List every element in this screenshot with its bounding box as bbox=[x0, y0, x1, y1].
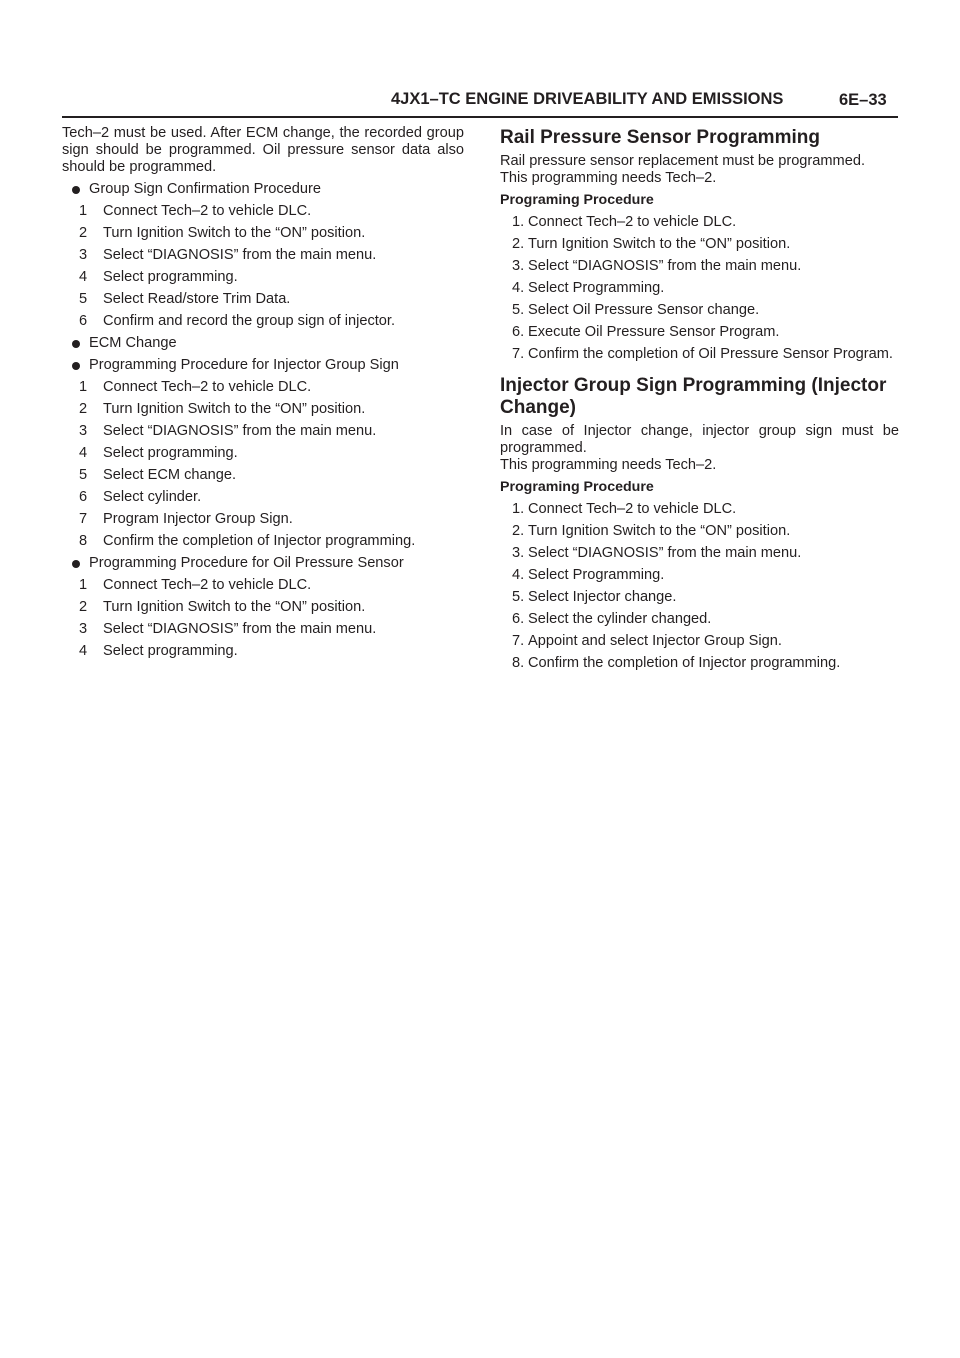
page-number: 6E–33 bbox=[839, 91, 887, 109]
step-text: Confirm the completion of Injector programming. bbox=[103, 533, 416, 549]
bullet-group-sign bbox=[62, 181, 464, 198]
header-rule bbox=[62, 116, 898, 118]
injector-steps bbox=[500, 501, 899, 672]
bullet-label: Programming Procedure for Injector Group Sign bbox=[89, 357, 399, 373]
step-text: Connect Tech–2 to vehicle DLC. bbox=[528, 501, 737, 517]
injector-intro: In case of Injector change, injector group sign must be programmed. bbox=[500, 423, 899, 456]
step-number: 2. bbox=[512, 523, 525, 539]
intro-paragraph: Tech–2 must be used. After ECM change, the recorded group sign should be programmed. Oil pressure sensor data also should be programmed. bbox=[62, 125, 464, 175]
step-text: Turn Ignition Switch to the “ON” position. bbox=[103, 599, 366, 615]
step-text: Select cylinder. bbox=[103, 489, 202, 505]
list-item bbox=[500, 633, 899, 650]
step-text: Connect Tech–2 to vehicle DLC. bbox=[103, 203, 312, 219]
step-text: Select “DIAGNOSIS” from the main menu. bbox=[528, 258, 802, 274]
list-item bbox=[500, 346, 899, 363]
step-number: 1 bbox=[79, 203, 88, 219]
step-text: Connect Tech–2 to vehicle DLC. bbox=[103, 577, 312, 593]
step-number: 1. bbox=[512, 214, 525, 230]
step-number: 5. bbox=[512, 302, 525, 318]
step-number: 6 bbox=[79, 313, 88, 329]
list-item bbox=[62, 247, 464, 264]
step-number: 2. bbox=[512, 236, 525, 252]
step-text: Select Programming. bbox=[528, 280, 665, 296]
step-text: Turn Ignition Switch to the “ON” position. bbox=[528, 236, 791, 252]
rail-steps bbox=[500, 214, 899, 363]
step-number: 1. bbox=[512, 501, 525, 517]
list-item bbox=[500, 324, 899, 341]
list-item bbox=[62, 643, 464, 660]
list-item bbox=[62, 533, 464, 550]
step-number: 1 bbox=[79, 379, 88, 395]
list-item bbox=[500, 501, 899, 518]
list-item bbox=[62, 445, 464, 462]
step-number: 4. bbox=[512, 280, 525, 296]
step-number: 1 bbox=[79, 577, 88, 593]
step-number: 5. bbox=[512, 589, 525, 605]
step-number: 2 bbox=[79, 599, 88, 615]
step-text: Select “DIAGNOSIS” from the main menu. bbox=[103, 247, 377, 263]
injector-section-heading: Injector Group Sign Programming (Injector Change) bbox=[500, 375, 887, 418]
rail-intro-2: This programming needs Tech–2. bbox=[500, 170, 717, 186]
step-text: Execute Oil Pressure Sensor Program. bbox=[528, 324, 780, 340]
list-item bbox=[500, 523, 899, 540]
list-item bbox=[500, 214, 899, 231]
bullet-oil-pressure bbox=[62, 555, 464, 572]
step-text: Select “DIAGNOSIS” from the main menu. bbox=[528, 545, 802, 561]
step-text: Select programming. bbox=[103, 643, 238, 659]
list-item bbox=[500, 302, 899, 319]
injector-intro-2: This programming needs Tech–2. bbox=[500, 457, 717, 473]
list-item bbox=[62, 467, 464, 484]
step-number: 2 bbox=[79, 401, 88, 417]
list-item bbox=[62, 269, 464, 286]
step-number: 6 bbox=[79, 489, 88, 505]
step-text: Confirm the completion of Oil Pressure Sensor Program. bbox=[528, 346, 893, 362]
step-number: 4 bbox=[79, 445, 88, 461]
step-text: Select Oil Pressure Sensor change. bbox=[528, 302, 760, 318]
bullet-icon bbox=[72, 560, 80, 568]
group-sign-steps bbox=[62, 203, 464, 330]
bullet-label: ECM Change bbox=[89, 335, 177, 351]
step-text: Select programming. bbox=[103, 445, 238, 461]
step-text: Turn Ignition Switch to the “ON” position. bbox=[103, 225, 366, 241]
list-item bbox=[62, 423, 464, 440]
rail-procedure-label: Programing Procedure bbox=[500, 192, 654, 208]
step-text: Program Injector Group Sign. bbox=[103, 511, 293, 527]
step-number: 4 bbox=[79, 269, 88, 285]
list-item bbox=[500, 655, 899, 672]
step-number: 4. bbox=[512, 567, 525, 583]
step-number: 3 bbox=[79, 247, 88, 263]
step-number: 4 bbox=[79, 643, 88, 659]
bullet-label: Programming Procedure for Oil Pressure Sensor bbox=[89, 555, 404, 571]
list-item bbox=[62, 489, 464, 506]
list-item bbox=[500, 280, 899, 297]
bullet-icon bbox=[72, 340, 80, 348]
bullet-ecm-change bbox=[62, 335, 464, 352]
step-text: Confirm and record the group sign of injector. bbox=[103, 313, 396, 329]
step-text: Connect Tech–2 to vehicle DLC. bbox=[528, 214, 737, 230]
step-number: 6. bbox=[512, 611, 525, 627]
list-item bbox=[500, 236, 899, 253]
step-text: Select Programming. bbox=[528, 567, 665, 583]
bullet-icon bbox=[72, 362, 80, 370]
list-item bbox=[62, 511, 464, 528]
list-item bbox=[500, 258, 899, 275]
step-number: 3 bbox=[79, 423, 88, 439]
list-item bbox=[62, 225, 464, 242]
list-item bbox=[62, 401, 464, 418]
step-number: 3. bbox=[512, 545, 525, 561]
list-item bbox=[500, 611, 899, 628]
step-text: Select ECM change. bbox=[103, 467, 237, 483]
list-item bbox=[62, 599, 464, 616]
step-text: Confirm the completion of Injector programming. bbox=[528, 655, 841, 671]
list-item bbox=[500, 545, 899, 562]
list-item bbox=[500, 589, 899, 606]
step-number: 7. bbox=[512, 633, 525, 649]
step-text: Connect Tech–2 to vehicle DLC. bbox=[103, 379, 312, 395]
step-number: 5 bbox=[79, 291, 88, 307]
step-text: Appoint and select Injector Group Sign. bbox=[528, 633, 782, 649]
left-column bbox=[62, 125, 464, 660]
step-number: 3. bbox=[512, 258, 525, 274]
list-item bbox=[62, 577, 464, 594]
bullet-icon bbox=[72, 186, 80, 194]
step-number: 8. bbox=[512, 655, 525, 671]
step-text: Select “DIAGNOSIS” from the main menu. bbox=[103, 423, 377, 439]
rail-intro: Rail pressure sensor replacement must be programmed. bbox=[500, 153, 866, 169]
step-number: 3 bbox=[79, 621, 88, 637]
bullet-label: Group Sign Confirmation Procedure bbox=[89, 181, 321, 197]
step-number: 7. bbox=[512, 346, 525, 362]
step-number: 5 bbox=[79, 467, 88, 483]
bullet-injector-group bbox=[62, 357, 464, 374]
right-column bbox=[500, 125, 899, 672]
step-text: Select the cylinder changed. bbox=[528, 611, 712, 627]
step-number: 6. bbox=[512, 324, 525, 340]
list-item bbox=[500, 567, 899, 584]
step-text: Select programming. bbox=[103, 269, 238, 285]
header-title: 4JX1–TC ENGINE DRIVEABILITY AND EMISSIONS bbox=[391, 90, 784, 108]
list-item bbox=[62, 379, 464, 396]
step-number: 8 bbox=[79, 533, 88, 549]
oil-pressure-steps bbox=[62, 577, 464, 660]
list-item bbox=[62, 291, 464, 308]
list-item bbox=[62, 203, 464, 220]
step-number: 7 bbox=[79, 511, 88, 527]
list-item bbox=[62, 621, 464, 638]
list-item bbox=[62, 313, 464, 330]
rail-section-heading: Rail Pressure Sensor Programming bbox=[500, 127, 820, 148]
step-number: 2 bbox=[79, 225, 88, 241]
injector-procedure-label: Programing Procedure bbox=[500, 479, 654, 495]
step-text: Turn Ignition Switch to the “ON” position. bbox=[103, 401, 366, 417]
step-text: Select Injector change. bbox=[528, 589, 677, 605]
injector-group-steps bbox=[62, 379, 464, 550]
step-text: Select Read/store Trim Data. bbox=[103, 291, 291, 307]
step-text: Turn Ignition Switch to the “ON” position. bbox=[528, 523, 791, 539]
step-text: Select “DIAGNOSIS” from the main menu. bbox=[103, 621, 377, 637]
